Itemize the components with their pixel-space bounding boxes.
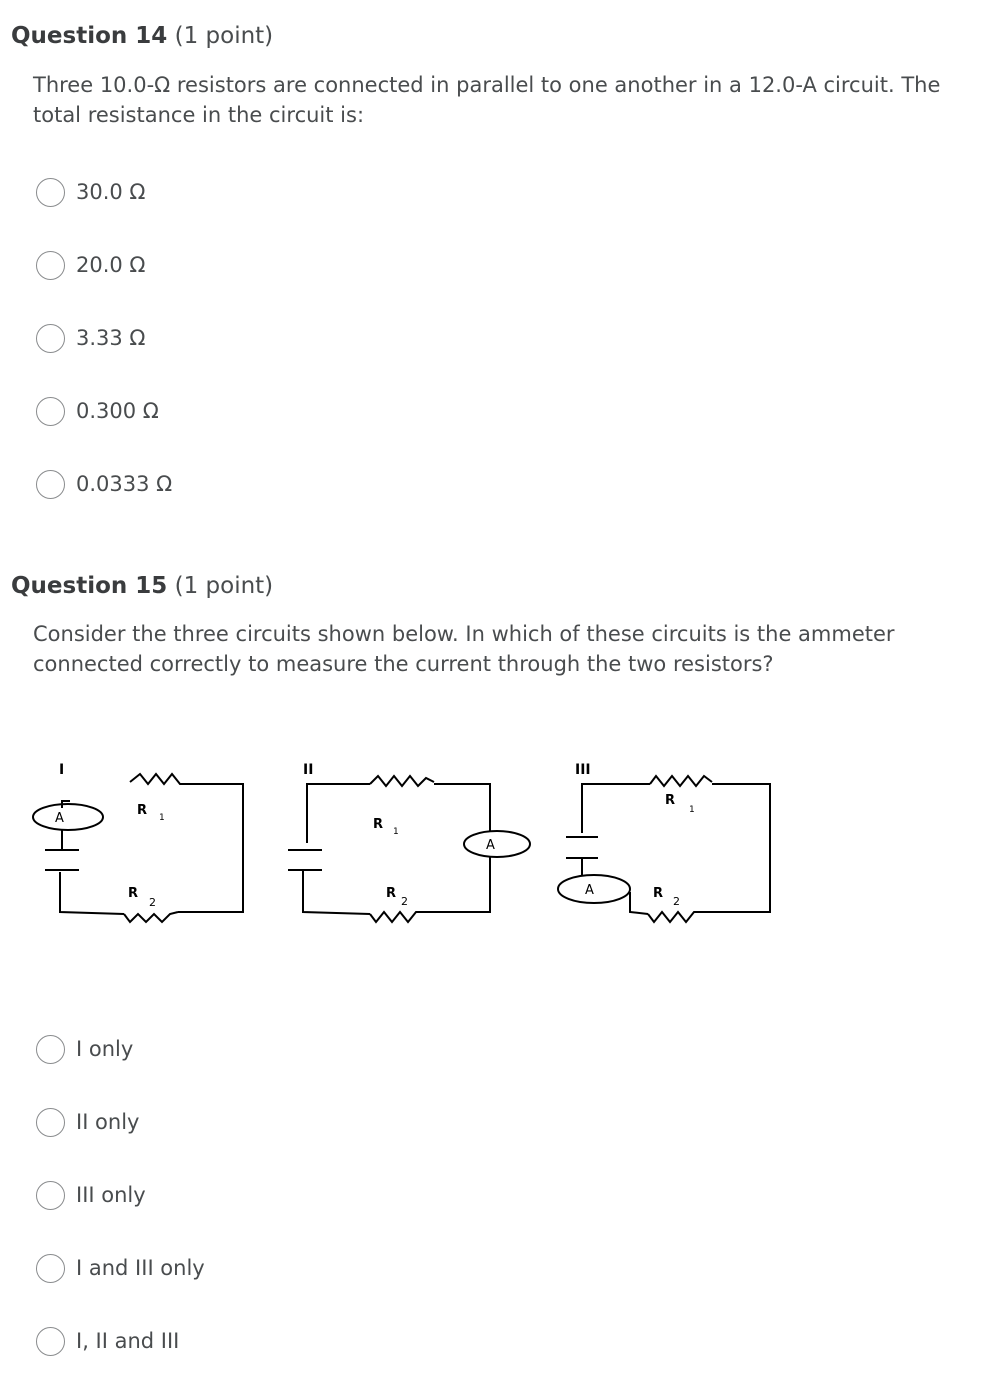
q15-option-5-radio[interactable] — [36, 1327, 65, 1356]
q15-option-3[interactable] — [36, 1178, 146, 1212]
question-14-number: Question 14 — [11, 23, 168, 49]
circuit-1-resistor-2 — [124, 912, 178, 922]
circuit-1-r1-sub: 1 — [159, 813, 165, 823]
q14-option-4[interactable] — [36, 394, 159, 428]
circuit-3-label: III — [575, 762, 591, 778]
q14-option-3[interactable] — [36, 321, 145, 355]
circuit-2-ammeter — [464, 831, 530, 857]
circuit-3-ammeter — [558, 875, 630, 903]
q14-option-1[interactable] — [36, 175, 145, 209]
circuit-3-resistor-2 — [648, 912, 706, 922]
q14-option-3-label: 3.33 Ω — [76, 326, 146, 350]
circuit-2-resistor-2 — [370, 912, 426, 922]
q14-option-4-radio[interactable] — [36, 397, 65, 426]
q15-option-3-label: III only — [76, 1183, 146, 1207]
q15-option-2[interactable] — [36, 1105, 139, 1139]
question-14-points: (1 point) — [174, 23, 274, 49]
circuit-diagrams — [0, 750, 988, 940]
circuit-3 — [558, 776, 770, 922]
circuit-2-ammeter-label: A — [486, 838, 495, 853]
q15-option-5-label: I, II and III — [76, 1329, 180, 1353]
circuit-1-r1-label: R — [137, 803, 148, 818]
circuit-3-wire-top — [706, 784, 770, 912]
q15-option-1[interactable] — [36, 1032, 133, 1066]
circuit-1-wire-bottom — [60, 872, 124, 914]
q14-option-2[interactable] — [36, 248, 145, 282]
q15-option-4[interactable] — [36, 1251, 205, 1285]
q15-option-1-label: I only — [76, 1037, 134, 1061]
q14-option-1-radio[interactable] — [36, 178, 65, 207]
circuit-3-r2-label: R — [653, 886, 664, 901]
circuit-1-resistor-1 — [130, 774, 186, 784]
circuit-2-resistor-1 — [370, 776, 434, 786]
q14-option-5[interactable] — [36, 467, 172, 501]
circuit-1-ammeter — [33, 804, 103, 830]
circuit-3-r1-label: R — [665, 793, 676, 808]
question-15-header — [11, 571, 273, 601]
q14-option-1-label: 30.0 Ω — [76, 180, 146, 204]
question-15-points: (1 point) — [174, 573, 274, 599]
circuit-1-ammeter-label: A — [55, 811, 64, 826]
circuit-1-wire-top — [178, 784, 243, 912]
q15-option-4-label: I and III only — [76, 1256, 205, 1280]
circuit-1-r2-label: R — [128, 886, 139, 901]
circuit-2-wire-bottom — [303, 870, 370, 914]
circuit-2-r1-label: R — [373, 817, 384, 832]
question-15-text: Consider the three circuits shown below. In which of these circuits is the ammeter connected correctly to measure the current through the two resistors? — [33, 622, 895, 676]
q14-option-4-label: 0.300 Ω — [76, 399, 159, 423]
q15-option-2-label: II only — [76, 1110, 140, 1134]
q14-option-5-radio[interactable] — [36, 470, 65, 499]
q15-option-3-radio[interactable] — [36, 1181, 65, 1210]
circuit-3-r2-sub: 2 — [673, 895, 680, 908]
q15-option-1-radio[interactable] — [36, 1035, 65, 1064]
q15-option-5[interactable] — [36, 1324, 179, 1358]
q14-option-5-label: 0.0333 Ω — [76, 472, 173, 496]
circuit-2-r1-sub: 1 — [393, 827, 399, 837]
q15-option-4-radio[interactable] — [36, 1254, 65, 1283]
question-14-header — [11, 21, 273, 51]
circuit-3-wire-bottom — [630, 892, 648, 914]
circuit-3-ammeter-label: A — [585, 883, 594, 898]
circuit-2-r2-label: R — [386, 886, 397, 901]
question-14-text: Three 10.0-Ω resistors are connected in parallel to one another in a 12.0-A circuit. The total resistance in the circuit is: — [33, 73, 941, 127]
circuit-3-r1-sub: 1 — [689, 805, 695, 815]
circuit-1-label: I — [59, 762, 65, 778]
circuit-2-label: II — [303, 762, 314, 778]
question-15-number: Question 15 — [11, 573, 168, 599]
circuit-2-wire-top — [434, 784, 490, 832]
circuit-2-wire-left — [307, 784, 370, 843]
q15-option-2-radio[interactable] — [36, 1108, 65, 1137]
circuit-1-r2-sub: 2 — [149, 896, 156, 909]
circuit-3-resistor-1 — [650, 776, 712, 786]
circuit-2-r2-sub: 2 — [401, 895, 408, 908]
circuit-3-wire-left — [582, 784, 650, 833]
circuit-2-wire-right — [426, 857, 490, 912]
q14-option-2-label: 20.0 Ω — [76, 253, 146, 277]
q14-option-2-radio[interactable] — [36, 251, 65, 280]
q14-option-3-radio[interactable] — [36, 324, 65, 353]
circuit-diagrams-svg — [0, 750, 988, 940]
